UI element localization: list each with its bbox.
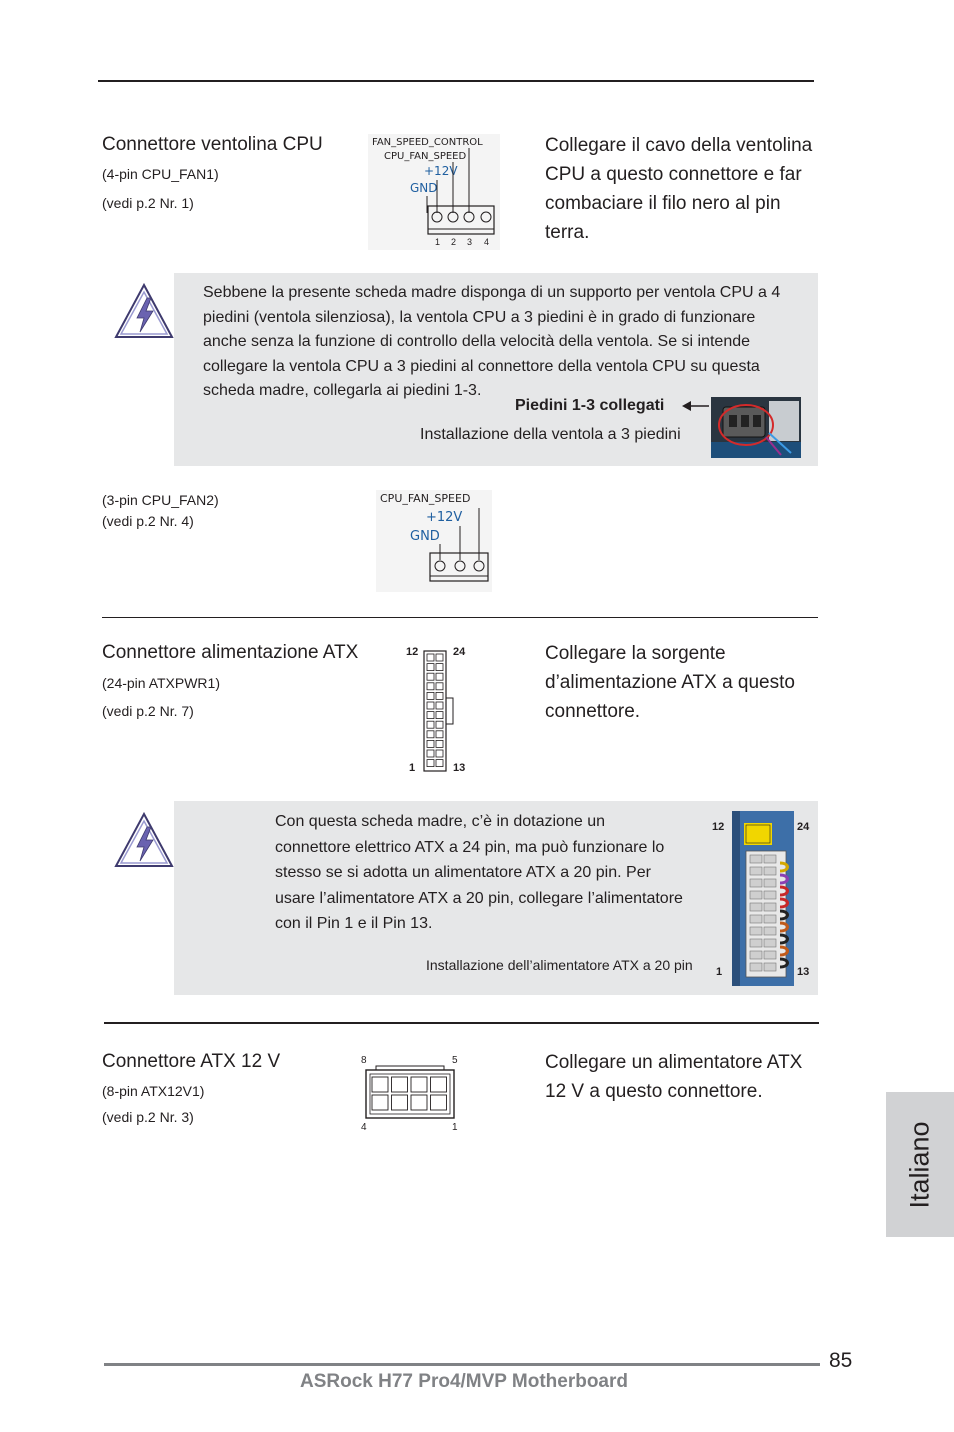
atx24-pin-cell	[427, 683, 434, 690]
cpu-fan1-title: Connettore ventolina CPU	[102, 134, 323, 155]
atx24-pin-cell	[427, 692, 434, 699]
gnd-label-2: GND	[410, 529, 440, 544]
note-fan-callout: Piedini 1-3 collegati	[515, 397, 665, 414]
note-atx-text: Con questa scheda madre, c’è in dotazione un connettore elettrico ATX a 24 pin, ma può funzionare lo stesso se si adotta un alimentatore ATX a 20 pin. Per usare l’alimentatore ATX a 20 pin, collegare l’alimentatore con il Pin 1 e il Pin 13.	[275, 813, 683, 932]
atx24-pin-cell	[427, 702, 434, 709]
plus12v-label-2: +12V	[426, 510, 463, 525]
cpu-fan-speed-label: CPU_FAN_SPEED	[384, 151, 467, 162]
top-rule	[98, 80, 814, 82]
cpu-fan1-diagram	[368, 134, 500, 250]
atx24-pin-grid	[427, 654, 443, 767]
fan1-pin4: 4	[484, 237, 490, 247]
atx12v-pin-cell	[392, 1077, 408, 1092]
atx24-pin-cell	[427, 721, 434, 728]
atx24-pin-cell	[427, 664, 434, 671]
warning-icon	[113, 282, 175, 340]
atx24-pin-1: 1	[409, 762, 416, 774]
atx24-pin-cell	[436, 673, 443, 680]
arrow-left-icon	[681, 399, 711, 413]
language-tab	[886, 1092, 954, 1237]
atx12v-pin-cell	[411, 1077, 427, 1092]
atx24-pin-24: 24	[453, 646, 466, 658]
cpu-fan1-pin-label: (4-pin CPU_FAN1)	[102, 166, 219, 182]
language-tab-label: Italiano	[904, 1120, 935, 1209]
cpu-fan2-pin-label: (3-pin CPU_FAN2)	[102, 492, 219, 508]
atx24-pin-label: (24-pin ATXPWR1)	[102, 675, 220, 691]
atx12v-pin-1: 1	[452, 1122, 458, 1133]
atx24-pin-cell	[427, 654, 434, 661]
atx-20pin-photo	[732, 811, 794, 986]
atx24-pin-cell	[436, 692, 443, 699]
note-atx-pin-13: 13	[797, 966, 810, 978]
cpu-fan-speed-label-2: CPU_FAN_SPEED	[380, 492, 471, 505]
atx12v-pin-cell	[431, 1095, 447, 1110]
atx12v-ref: (vedi p.2 Nr. 3)	[102, 1109, 194, 1125]
atx12v-pin-cell	[431, 1077, 447, 1092]
note-atx-pin-1: 1	[716, 966, 723, 978]
gnd-label: GND	[410, 181, 438, 195]
atx24-pin-13: 13	[453, 762, 466, 774]
atx12v-pin-4: 4	[361, 1122, 367, 1133]
atx24-pin-cell	[436, 721, 443, 728]
footer-rule	[104, 1363, 820, 1366]
atx24-pin-cell	[427, 750, 434, 757]
atx24-pin-cell	[427, 712, 434, 719]
atx24-pin-cell	[436, 702, 443, 709]
atx12v-pin-cell	[392, 1095, 408, 1110]
atx24-pin-cell	[436, 712, 443, 719]
atx24-pin-cell	[427, 740, 434, 747]
atx12v-pin-cell	[411, 1095, 427, 1110]
note-atx-pin-12: 12	[712, 821, 725, 833]
fan1-pin3: 3	[467, 237, 473, 247]
atx24-pin-cell	[436, 760, 443, 767]
fan-speed-control-label: FAN_SPEED_CONTROL	[372, 137, 483, 148]
cpu-fan2-ref: (vedi p.2 Nr. 4)	[102, 513, 194, 529]
atx24-pin-cell	[436, 740, 443, 747]
atx12v-description: Collegare un alimentatore ATX 12 V a questo connettore.	[545, 1052, 803, 1102]
note-atx-pin-24: 24	[797, 821, 810, 833]
fan-header-photo	[711, 397, 801, 458]
atx12v-pin-5: 5	[452, 1055, 458, 1066]
atx24-pin-12: 12	[406, 646, 419, 658]
plus12v-label: +12V	[424, 164, 458, 178]
footer-title: ASRock H77 Pro4/MVP Motherboard	[300, 1371, 629, 1392]
atx24-pin-cell	[436, 654, 443, 661]
warning-icon-2	[113, 811, 175, 869]
cpu-fan1-description: Collegare il cavo della ventolina CPU a questo connettore e far combaciare il filo nero al pin terra.	[545, 135, 813, 243]
section-rule-1	[102, 617, 818, 618]
atx24-pin-cell	[436, 683, 443, 690]
atx24-pin-cell	[427, 760, 434, 767]
atx12v-pin-cell	[372, 1095, 388, 1110]
atx12v-title: Connettore ATX 12 V	[102, 1051, 281, 1072]
note-atx-caption: Installazione dell’alimentatore ATX a 20 pin	[426, 957, 693, 973]
atx24-ref: (vedi p.2 Nr. 7)	[102, 703, 194, 719]
page-number: 85	[829, 1349, 853, 1372]
atx12v-diagram	[356, 1050, 466, 1134]
section-rule-2	[104, 1022, 819, 1024]
atx24-pin-cell	[436, 750, 443, 757]
fan1-pin2: 2	[451, 237, 457, 247]
atx24-description: Collegare la sorgente d’alimentazione ATX a questo connettore.	[545, 643, 795, 722]
atx24-title: Connettore alimentazione ATX	[102, 642, 359, 663]
atx24-pin-cell	[427, 673, 434, 680]
atx12v-pin-cell	[372, 1077, 388, 1092]
atx12v-pin-label: (8-pin ATX12V1)	[102, 1083, 205, 1099]
atx24-pin-cell	[436, 664, 443, 671]
atx24-pin-cell	[436, 731, 443, 738]
atx24-pin-cell	[427, 731, 434, 738]
cpu-fan1-ref: (vedi p.2 Nr. 1)	[102, 195, 194, 211]
note-fan-caption: Installazione della ventola a 3 piedini	[420, 426, 681, 443]
fan1-pin1: 1	[435, 237, 441, 247]
atx12v-pin-8: 8	[361, 1055, 367, 1066]
note-fan-text: Sebbene la presente scheda madre disponga di un supporto per ventola CPU a 4 piedini (ventola silenziosa), la ventola CPU a 3 piedini è in grado di funzionare anche senza la funzione di controllo della velocità della ventola. Se si intende collegare la ventola CPU a 3 piedini al connettore della ventola CPU su questa scheda madre, collegarla ai piedini 1-3.	[203, 284, 781, 399]
cpu-fan2-diagram	[376, 490, 492, 592]
atx12v-pin-grid	[372, 1077, 447, 1110]
atx24-diagram	[400, 642, 480, 777]
